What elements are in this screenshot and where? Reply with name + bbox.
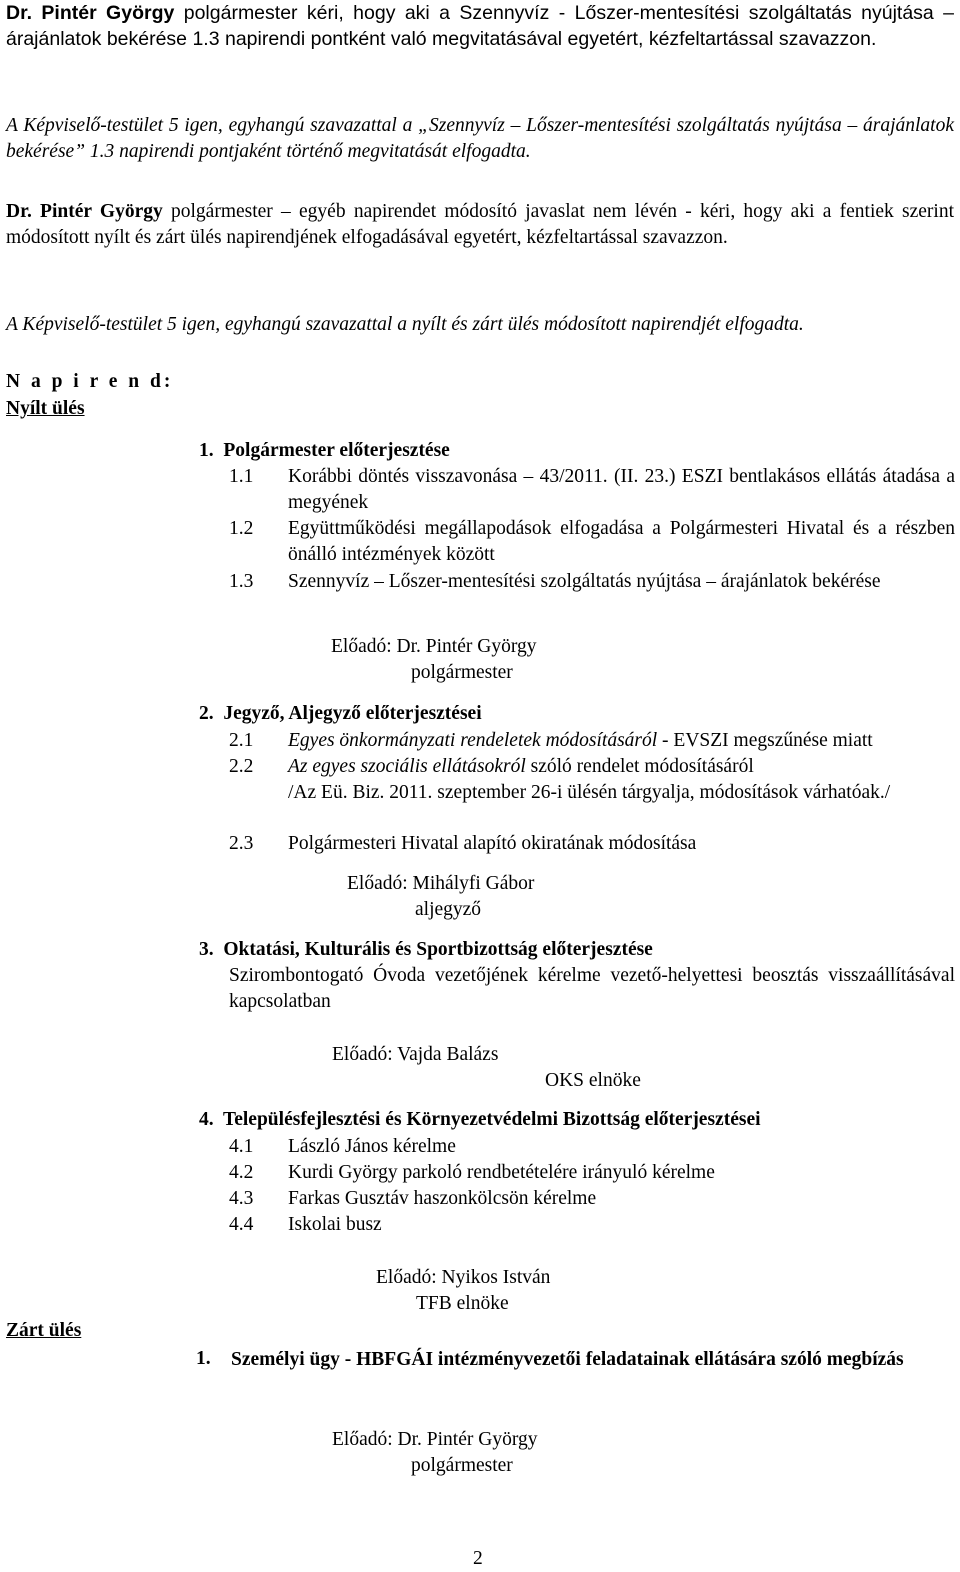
item-text: Polgármesteri Hivatal alapító okiratának módosítása [288,833,697,854]
item-text: Korábbi döntés visszavonása – 43/2011. (II. 23.) ESZI bentlakásos ellátás átadása a megyének [288,466,955,513]
resolution-paragraph-1: A Képviselő-testület 5 igen, egyhangú szavazattal a „Szennyvíz – Lőszer-mentesítési szolgáltatás nyújtása – árajánlatok bekérése” 1.3 napirendi pontjaként történő megvitatását elfogadta. [6,115,954,162]
item-number: 2.1 [229,730,254,751]
item-title: Az egyes szociális ellátásokról [288,756,526,777]
item-text: Iskolai busz [288,1214,382,1235]
item-number: 2.3 [229,833,254,854]
section-2-title: 2. Jegyző, Aljegyző előterjesztései [199,703,482,724]
intro-paragraph-2-text: polgármester – egyéb napirendet módosító javaslat nem lévén - kéri, hogy aki a fentiek szerint módosított nyílt és zárt ülés napirendjének elfogadásával egyetért, kézfeltartással szavazzon. [6,201,954,248]
item-number: 4.3 [229,1188,254,1209]
section-1-title: 1. Polgármester előterjesztése [199,440,450,461]
agenda-heading: N a p i r e n d: [6,371,174,392]
intro-paragraph-1 [6,0,954,52]
item-text: - EVSZI megszűnése miatt [657,730,873,751]
item-number: 1.3 [229,571,254,592]
item-number: 2.2 [229,756,254,777]
presenter: Előadó: Dr. Pintér György [332,1429,538,1450]
item-number: 1.2 [229,518,254,539]
closed-item-title: Személyi ügy - HBFGÁI intézményvezetői feladatainak ellátására szóló megbízás [231,1349,904,1370]
section-4-title: 4. Településfejlesztési és Környezetvédelmi Bizottság előterjesztései [199,1109,761,1130]
page-number: 2 [473,1548,483,1569]
presenter: Előadó: Vajda Balázs [332,1044,499,1065]
item-text: Farkas Gusztáv haszonkölcsön kérelme [288,1188,597,1209]
intro-paragraph-2 [6,199,954,251]
closed-session-label: Zárt ülés [6,1320,82,1341]
speaker-name: Dr. Pintér György [6,2,175,24]
item-text: László János kérelme [288,1136,456,1157]
section-3-title: 3. Oktatási, Kulturális és Sportbizottság előterjesztése [199,939,653,960]
section-3-text: Szirombontogató Óvoda vezetőjének kérelme vezető-helyettesi beosztás visszaállításával kapcsolatban [229,965,955,1012]
open-session-label: Nyílt ülés [6,398,85,419]
presenter: Előadó: Mihályfi Gábor [347,873,535,894]
item-text: Együttműködési megállapodások elfogadása a Polgármesteri Hivatal és a részben önálló intézmények között [288,518,955,565]
item-number: 4.1 [229,1136,254,1157]
item-note: /Az Eü. Biz. 2011. szeptember 26-i ülésén tárgyalja, módosítások várhatóak./ [288,782,891,803]
presenter: Előadó: Nyikos István [376,1267,551,1288]
item-title: Egyes önkormányzati rendeletek módosításáról [288,730,658,751]
presenter-role: polgármester [411,1455,513,1476]
presenter-role: aljegyző [415,899,482,920]
presenter: Előadó: Dr. Pintér György [331,636,537,657]
item-number: 4.2 [229,1162,254,1183]
intro-paragraph-1-text: polgármester kéri, hogy aki a Szennyvíz - Lőszer-mentesítési szolgáltatás nyújtása – árajánlatok bekérése 1.3 napirendi pontként való megvitatásával egyetért, kézfeltartással szavazzon. [6,2,954,50]
speaker-name: Dr. Pintér György [6,201,163,222]
presenter-role: polgármester [411,662,513,683]
presenter-role: OKS elnöke [545,1070,641,1091]
item-text: szóló rendelet módosításáról [525,756,754,777]
item-text: Kurdi György parkoló rendbetételére irányuló kérelme [288,1162,715,1183]
item-number: 1.1 [229,466,254,487]
item-number: 4.4 [229,1214,254,1235]
resolution-paragraph-2: A Képviselő-testület 5 igen, egyhangú szavazattal a nyílt és zárt ülés módosított napirendjét elfogadta. [6,314,804,335]
presenter-role: TFB elnöke [416,1293,509,1314]
closed-item-number: 1. [196,1348,211,1369]
item-text: Szennyvíz – Lőszer-mentesítési szolgáltatás nyújtása – árajánlatok bekérése [288,571,881,592]
